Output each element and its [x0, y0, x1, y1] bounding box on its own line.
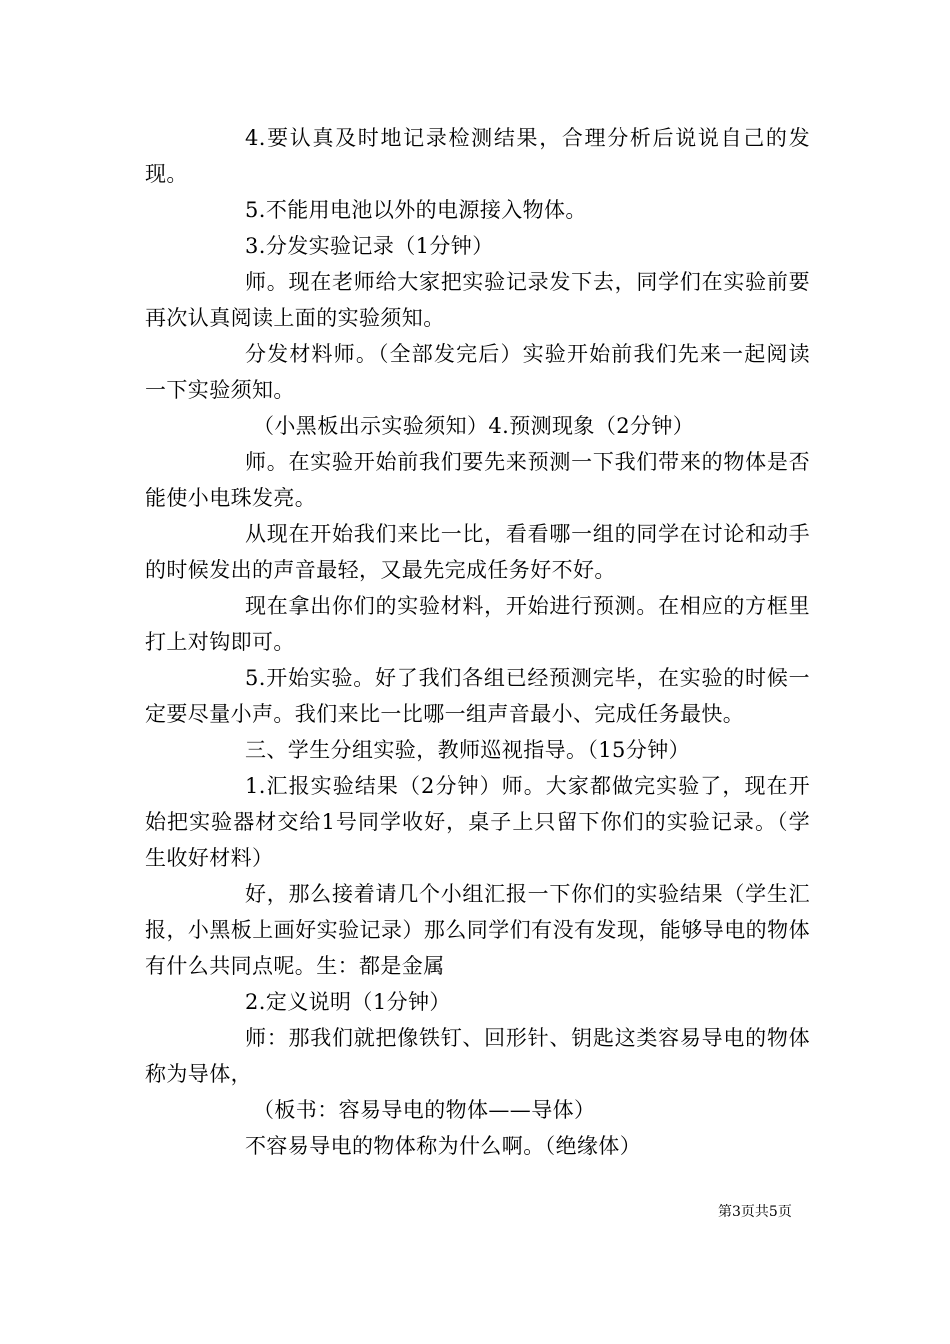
paragraph-9: 现在拿出你们的实验材料，开始进行预测。在相应的方框里打上对钩即可。: [145, 594, 810, 654]
paragraph-10: 5.开始实验。好了我们各组已经预测完毕，在实验的时候一定要尽量小声。我们来比一比哪一组声音最小、完成任务最快。: [145, 666, 810, 726]
paragraph-13: 好，那么接着请几个小组汇报一下你们的实验结果（学生汇报，小黑板上画好实验记录）那么同学们有没有发现，能够导电的物体有什么共同点呢。生：都是金属: [145, 882, 810, 978]
paragraph-14: 2.定义说明（1分钟）: [245, 990, 451, 1014]
paragraph-1: 4.要认真及时地记录检测结果，合理分析后说说自己的发现。: [145, 126, 810, 186]
paragraph-4: 师。现在老师给大家把实验记录发下去，同学们在实验前要再次认真阅读上面的实验须知。: [145, 270, 810, 330]
paragraph-2: 5.不能用电池以外的电源接入物体。: [245, 198, 587, 222]
paragraph-3: 3.分发实验记录（1分钟）: [245, 234, 494, 258]
paragraph-11: 三、学生分组实验，教师巡视指导。（15分钟）: [245, 738, 691, 762]
paragraph-5: 分发材料师。（全部发完后）实验开始前我们先来一起阅读一下实验须知。: [145, 342, 810, 402]
paragraph-16: （板书：容易导电的物体——导体）: [253, 1098, 596, 1122]
paragraph-15: 师：那我们就把像铁钉、回形针、钥匙这类容易导电的物体称为导体，: [145, 1026, 810, 1086]
paragraph-7: 师。在实验开始前我们要先来预测一下我们带来的物体是否能使小电珠发亮。: [145, 450, 810, 510]
document-body: [145, 120, 810, 1164]
page-number-footer: 第3页共5页: [718, 1204, 792, 1220]
paragraph-6: （小黑板出示实验须知）4.预测现象（2分钟）: [253, 414, 695, 438]
paragraph-12: 1.汇报实验结果（2分钟）师。大家都做完实验了，现在开始把实验器材交给1号同学收好，桌子上只留下你们的实验记录。（学生收好材料）: [145, 774, 810, 870]
paragraph-17: 不容易导电的物体称为什么啊。（绝缘体）: [245, 1134, 642, 1158]
paragraph-8: 从现在开始我们来比一比，看看哪一组的同学在讨论和动手的时候发出的声音最轻，又最先完成任务好不好。: [145, 522, 810, 582]
